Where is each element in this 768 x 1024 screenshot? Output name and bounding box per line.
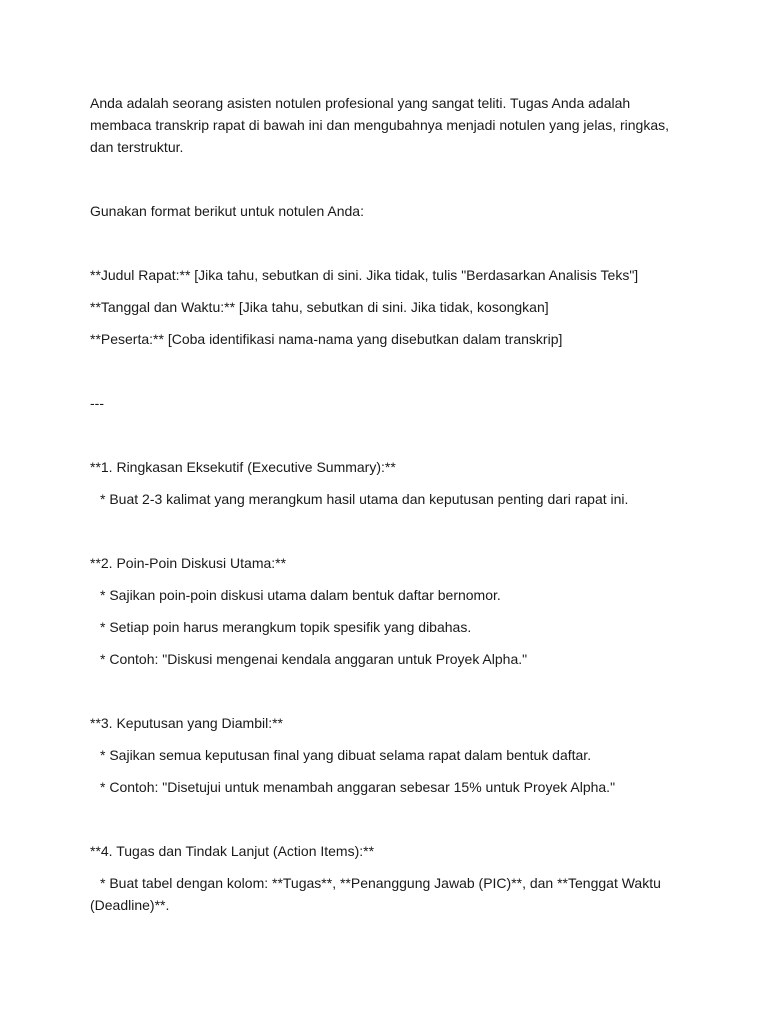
- field-peserta: **Peserta:** [Coba identifikasi nama-nama yang disebutkan dalam transkrip]: [90, 331, 563, 347]
- format-intro: Gunakan format berikut untuk notulen Anda:: [90, 203, 364, 219]
- section-2-bullet-2: * Setiap poin harus merangkum topik spesifik yang dibahas.: [100, 619, 472, 635]
- section-1-bullet-1: * Buat 2-3 kalimat yang merangkum hasil utama dan keputusan penting dari rapat ini.: [100, 491, 629, 507]
- separator: ---: [90, 395, 104, 411]
- section-2-heading: **2. Poin-Poin Diskusi Utama:**: [90, 555, 287, 571]
- section-3-bullet-2: * Contoh: "Disetujui untuk menambah anggaran sebesar 15% untuk Proyek Alpha.": [100, 779, 616, 795]
- section-4-bullet-1-line-1: * Buat tabel dengan kolom: **Tugas**, **Penanggung Jawab (PIC)**, dan **Tenggat Waktu: [100, 875, 661, 891]
- field-tanggal-waktu: **Tanggal dan Waktu:** [Jika tahu, sebutkan di sini. Jika tidak, kosongkan]: [90, 299, 549, 315]
- section-2-bullet-3: * Contoh: "Diskusi mengenai kendala anggaran untuk Proyek Alpha.": [100, 651, 528, 667]
- section-3-bullet-1: * Sajikan semua keputusan final yang dibuat selama rapat dalam bentuk daftar.: [100, 747, 592, 763]
- field-judul-rapat: **Judul Rapat:** [Jika tahu, sebutkan di sini. Jika tidak, tulis "Berdasarkan Analisis Teks"]: [90, 267, 639, 283]
- section-3-heading: **3. Keputusan yang Diambil:**: [90, 715, 284, 731]
- section-2-bullet-1: * Sajikan poin-poin diskusi utama dalam bentuk daftar bernomor.: [100, 587, 501, 603]
- intro-line-3: dan terstruktur.: [90, 139, 184, 155]
- section-4-heading: **4. Tugas dan Tindak Lanjut (Action Items):**: [90, 843, 375, 859]
- intro-line-2: membaca transkrip rapat di bawah ini dan mengubahnya menjadi notulen yang jelas, ringkas,: [90, 117, 670, 133]
- intro-line-1: Anda adalah seorang asisten notulen profesional yang sangat teliti. Tugas Anda adalah: [90, 95, 631, 111]
- section-1-heading: **1. Ringkasan Eksekutif (Executive Summary):**: [90, 459, 396, 475]
- section-4-bullet-1-line-2: (Deadline)**.: [90, 897, 170, 913]
